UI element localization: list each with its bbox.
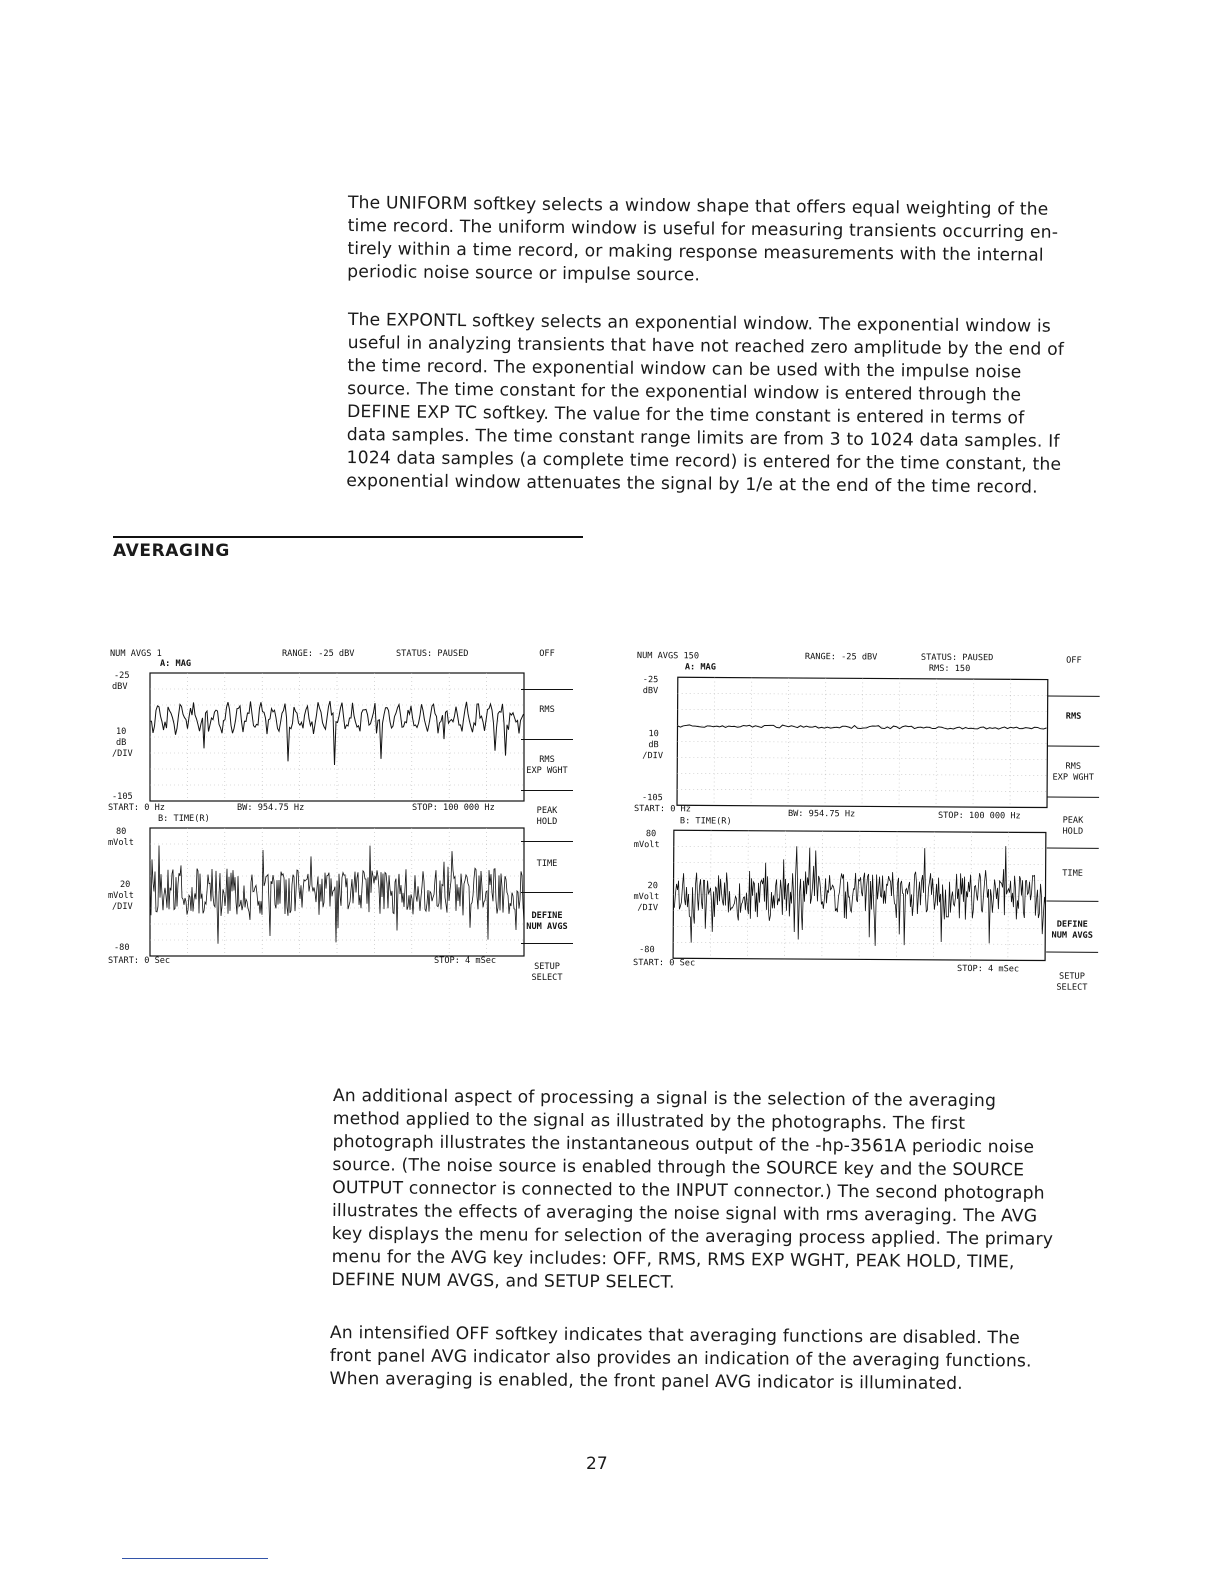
a-top-value: -25 bbox=[642, 675, 659, 686]
softkey-peak-hold[interactable]: PEAK HOLD bbox=[536, 806, 558, 827]
off-softkey-paragraph bbox=[329, 1322, 1090, 1397]
text-line: data samples. The time constant range limits are from 3 to 1024 data samples. If bbox=[346, 424, 1060, 452]
text-line: When averaging is enabled, the front panel AVG indicator is illuminated. bbox=[329, 1368, 963, 1394]
a-top-value: -25 bbox=[114, 671, 130, 681]
b-scale-value: 20 bbox=[120, 880, 131, 890]
expontl-paragraph bbox=[346, 309, 1093, 500]
softkey-time[interactable]: TIME bbox=[1062, 868, 1083, 879]
trace-a-label: A: MAG bbox=[684, 662, 716, 673]
text-line: DEFINE EXP TC softkey. The value for the time constant is entered in terms of bbox=[346, 401, 1025, 429]
a-scale-unit: dB bbox=[648, 740, 659, 751]
time-stop-readout: STOP: 4 mSec bbox=[956, 963, 1020, 975]
time-plot bbox=[673, 830, 1046, 960]
grid-line bbox=[747, 831, 748, 959]
text-line: An intensified OFF softkey indicates that averaging functions are disabled. The bbox=[329, 1323, 1020, 1349]
b-top-unit: mVolt bbox=[633, 840, 660, 851]
text-line: method applied to the signal as illustrated by the photographs. The first bbox=[332, 1108, 966, 1134]
text-line: tirely within a time record, or making response measurements with the internal bbox=[347, 238, 1044, 266]
text-line: front panel AVG indicator also provides an indication of the averaging functions. bbox=[329, 1345, 1032, 1372]
analyzer-screen-instantaneous bbox=[108, 645, 578, 995]
a-top-unit: dBV bbox=[642, 686, 659, 697]
section-rule bbox=[113, 536, 583, 538]
range-readout: RANGE: -25 dBV bbox=[804, 652, 878, 663]
softkey-setup-select[interactable]: SETUP SELECT bbox=[531, 962, 563, 983]
text-line: The UNIFORM softkey selects a window shape that offers equal weighting of the bbox=[347, 192, 1049, 220]
text-line: the time record. The exponential window can be used with the impulse noise bbox=[347, 355, 1022, 383]
trace-b-label: B: TIME(R) bbox=[679, 816, 732, 827]
processing-paragraph bbox=[331, 1085, 1093, 1298]
text-line: An additional aspect of processing a signal is the selection of the averaging bbox=[332, 1086, 997, 1112]
rms-readout: RMS: 150 bbox=[928, 663, 971, 675]
a-scale-unit: dB bbox=[116, 738, 127, 748]
text-line: useful in analyzing transients that have not reached zero amplitude by the end of bbox=[347, 332, 1065, 360]
softkey-define-num-avgs[interactable]: DEFINE NUM AVGS bbox=[526, 911, 568, 932]
section-heading: AVERAGING bbox=[113, 541, 230, 561]
freq-stop-readout: STOP: 100 000 Hz bbox=[412, 803, 495, 813]
a-top-unit: dBV bbox=[112, 682, 128, 692]
time-stop-readout: STOP: 4 mSec bbox=[434, 956, 497, 966]
uniform-paragraph bbox=[347, 192, 1093, 291]
softkey-rms-exp-wght[interactable]: RMS EXP WGHT bbox=[526, 755, 568, 776]
softkey-off[interactable]: OFF bbox=[539, 649, 555, 659]
time-plot bbox=[150, 828, 524, 956]
bandwidth-readout: BW: 954.75 Hz bbox=[237, 803, 305, 813]
b-scale-per-div: /DIV bbox=[112, 902, 133, 912]
range-readout: RANGE: -25 dBV bbox=[282, 649, 355, 659]
text-line: OUTPUT connector is connected to the INPUT connector.) The second photograph bbox=[332, 1177, 1045, 1204]
bandwidth-readout: BW: 954.75 Hz bbox=[787, 808, 856, 820]
b-bottom-value: -80 bbox=[639, 945, 655, 956]
text-line: source. The time constant for the exponential window is entered through the bbox=[347, 378, 1022, 406]
text-line: time record. The uniform window is useful for measuring transients occurring en- bbox=[347, 215, 1059, 243]
b-top-value: 80 bbox=[645, 829, 657, 840]
text-line: key displays the menu for selection of the averaging process applied. The primary bbox=[331, 1223, 1054, 1250]
grid-line bbox=[751, 678, 752, 806]
b-scale-unit: mVolt bbox=[108, 891, 134, 901]
a-scale-per-div: /DIV bbox=[112, 749, 133, 759]
softkey-define-num-avgs[interactable]: DEFINE NUM AVGS bbox=[1051, 919, 1093, 941]
grid-line bbox=[936, 679, 937, 807]
b-scale-unit: mVolt bbox=[633, 892, 660, 903]
num-avgs-readout: NUM AVGS 1 bbox=[110, 649, 162, 659]
text-line: illustrates the effects of averaging the noise signal with rms averaging. The AVG bbox=[331, 1200, 1038, 1227]
status-readout: STATUS: PAUSED bbox=[920, 652, 994, 664]
softkey-rms[interactable]: RMS bbox=[539, 705, 555, 715]
grid-line bbox=[788, 678, 789, 806]
a-scale-per-div: /DIV bbox=[642, 751, 664, 762]
text-line: 1024 data samples (a complete time record) is entered for the time constant, the bbox=[346, 447, 1062, 475]
freq-start-readout: START: 0 Hz bbox=[108, 803, 165, 813]
magnitude-plot bbox=[150, 673, 524, 801]
freq-start-readout: START: 0 Hz bbox=[633, 804, 691, 815]
softkey-rms[interactable]: RMS bbox=[1065, 711, 1082, 722]
a-scale-value: 10 bbox=[648, 729, 659, 740]
softkey-rms-exp-wght[interactable]: RMS EXP WGHT bbox=[1052, 761, 1094, 783]
grid-line bbox=[1008, 832, 1009, 960]
freq-stop-readout: STOP: 100 000 Hz bbox=[937, 810, 1021, 822]
text-line: photograph illustrates the instantaneous output of the -hp-3561A periodic noise bbox=[332, 1131, 1035, 1158]
a-bottom-value: -105 bbox=[112, 792, 133, 802]
status-readout: STATUS: PAUSED bbox=[396, 649, 469, 659]
num-avgs-readout: NUM AVGS 150 bbox=[636, 651, 700, 662]
text-line: periodic noise source or impulse source. bbox=[347, 261, 701, 286]
b-bottom-value: -80 bbox=[114, 943, 130, 953]
time-start-readout: START: 0 Sec bbox=[108, 956, 171, 966]
b-top-unit: mVolt bbox=[108, 838, 134, 848]
softkey-setup-select[interactable]: SETUP SELECT bbox=[1056, 971, 1088, 993]
b-top-value: 80 bbox=[116, 827, 127, 837]
b-scale-value: 20 bbox=[647, 881, 658, 892]
a-scale-value: 10 bbox=[116, 727, 127, 737]
footnote-rule bbox=[122, 1558, 268, 1559]
magnitude-trace bbox=[677, 724, 1046, 729]
grid-line bbox=[859, 831, 860, 959]
page-number: 27 bbox=[586, 1454, 608, 1474]
softkey-time[interactable]: TIME bbox=[536, 859, 558, 869]
trace-a-label: A: MAG bbox=[160, 659, 192, 669]
text-line: The EXPONTL softkey selects an exponential window. The exponential window is bbox=[347, 309, 1052, 337]
grid-line bbox=[899, 679, 900, 807]
magnitude-plot bbox=[677, 677, 1048, 807]
analyzer-screen-averaged bbox=[631, 645, 1103, 1008]
softkey-peak-hold[interactable]: PEAK HOLD bbox=[1062, 815, 1084, 837]
trace-b-label: B: TIME(R) bbox=[158, 814, 210, 824]
text-line: DEFINE NUM AVGS, and SETUP SELECT. bbox=[331, 1269, 675, 1293]
softkey-off[interactable]: OFF bbox=[1066, 655, 1082, 666]
text-line: source. (The noise source is enabled through the SOURCE key and the SOURCE bbox=[332, 1154, 1025, 1181]
text-line: exponential window attenuates the signal by 1/e at the end of the time record. bbox=[346, 470, 1038, 498]
a-bottom-value: -105 bbox=[642, 793, 663, 804]
time-start-readout: START: 0 Sec bbox=[633, 958, 696, 969]
b-scale-per-div: /DIV bbox=[637, 903, 659, 914]
text-line: menu for the AVG key includes: OFF, RMS, RMS EXP WGHT, PEAK HOLD, TIME, bbox=[331, 1246, 1015, 1273]
